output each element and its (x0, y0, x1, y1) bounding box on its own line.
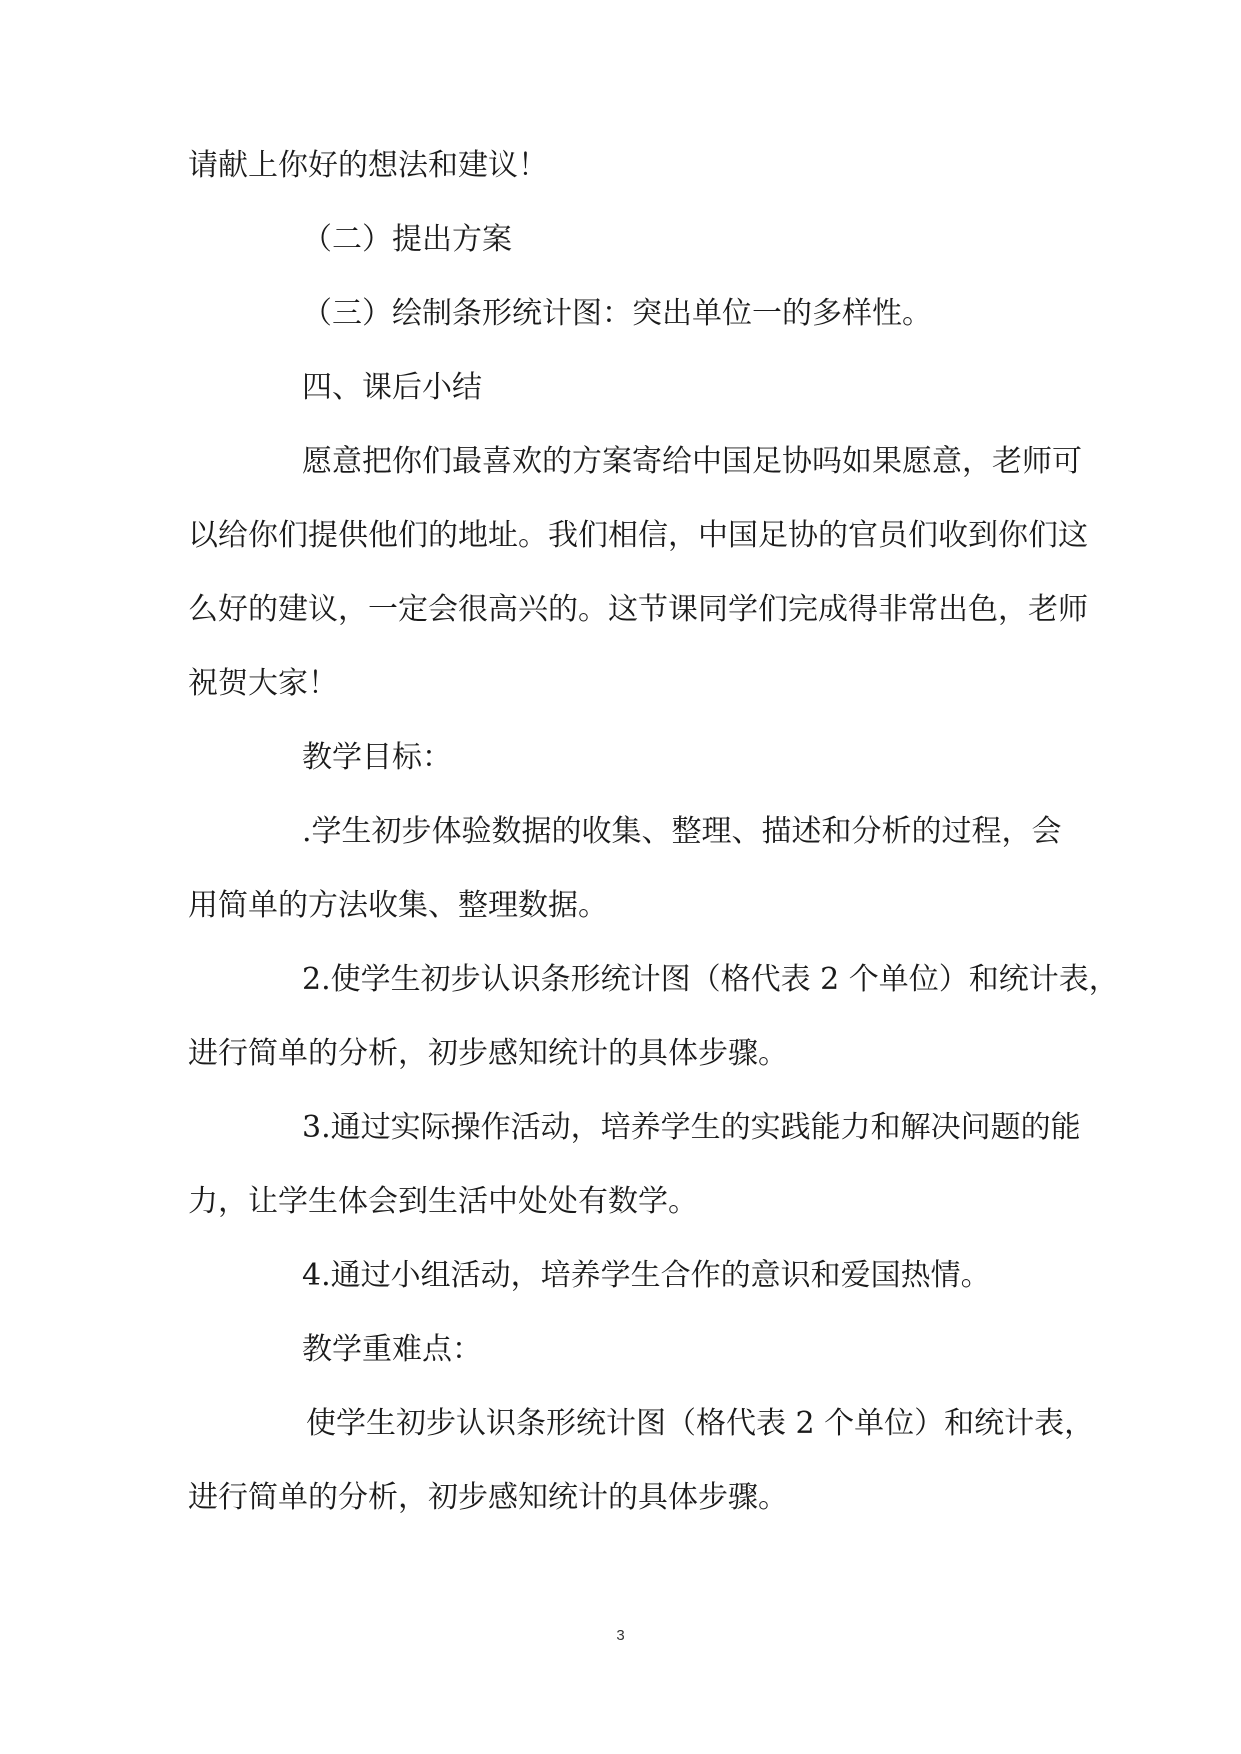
text-line: 祝贺大家！ (188, 666, 338, 701)
section-heading: 教学重难点： (302, 1332, 482, 1367)
section-heading: （二）提出方案 (302, 222, 512, 257)
text-line: .学生初步体验数据的收集、整理、描述和分析的过程，会 (302, 814, 1062, 849)
text-line: 愿意把你们最喜欢的方案寄给中国足协吗如果愿意，老师可 (302, 444, 1082, 479)
section-heading: 教学目标： (302, 740, 452, 775)
text-line: 2.使学生初步认识条形统计图（格代表 2 个单位）和统计表， (302, 962, 1119, 997)
text-line: 进行简单的分析，初步感知统计的具体步骤。 (188, 1480, 788, 1515)
text-line: 力，让学生体会到生活中处处有数学。 (188, 1184, 698, 1219)
section-heading: （三）绘制条形统计图：突出单位一的多样性。 (302, 296, 932, 331)
section-heading: 四、课后小结 (302, 370, 482, 405)
text-line: 用简单的方法收集、整理数据。 (188, 888, 608, 923)
text-line: 以给你们提供他们的地址。我们相信，中国足协的官员们收到你们这 (188, 518, 1088, 553)
text-line: 3.通过实际操作活动，培养学生的实践能力和解决问题的能 (302, 1110, 1081, 1145)
text-line: 进行简单的分析，初步感知统计的具体步骤。 (188, 1036, 788, 1071)
page-number: 3 (616, 1627, 625, 1644)
text-line: 么好的建议，一定会很高兴的。这节课同学们完成得非常出色，老师 (188, 592, 1088, 627)
text-line: 4.通过小组活动，培养学生合作的意识和爱国热情。 (302, 1258, 991, 1293)
text-line: 请献上你好的想法和建议！ (188, 148, 548, 183)
text-line: 使学生初步认识条形统计图（格代表 2 个单位）和统计表， (306, 1406, 1095, 1441)
